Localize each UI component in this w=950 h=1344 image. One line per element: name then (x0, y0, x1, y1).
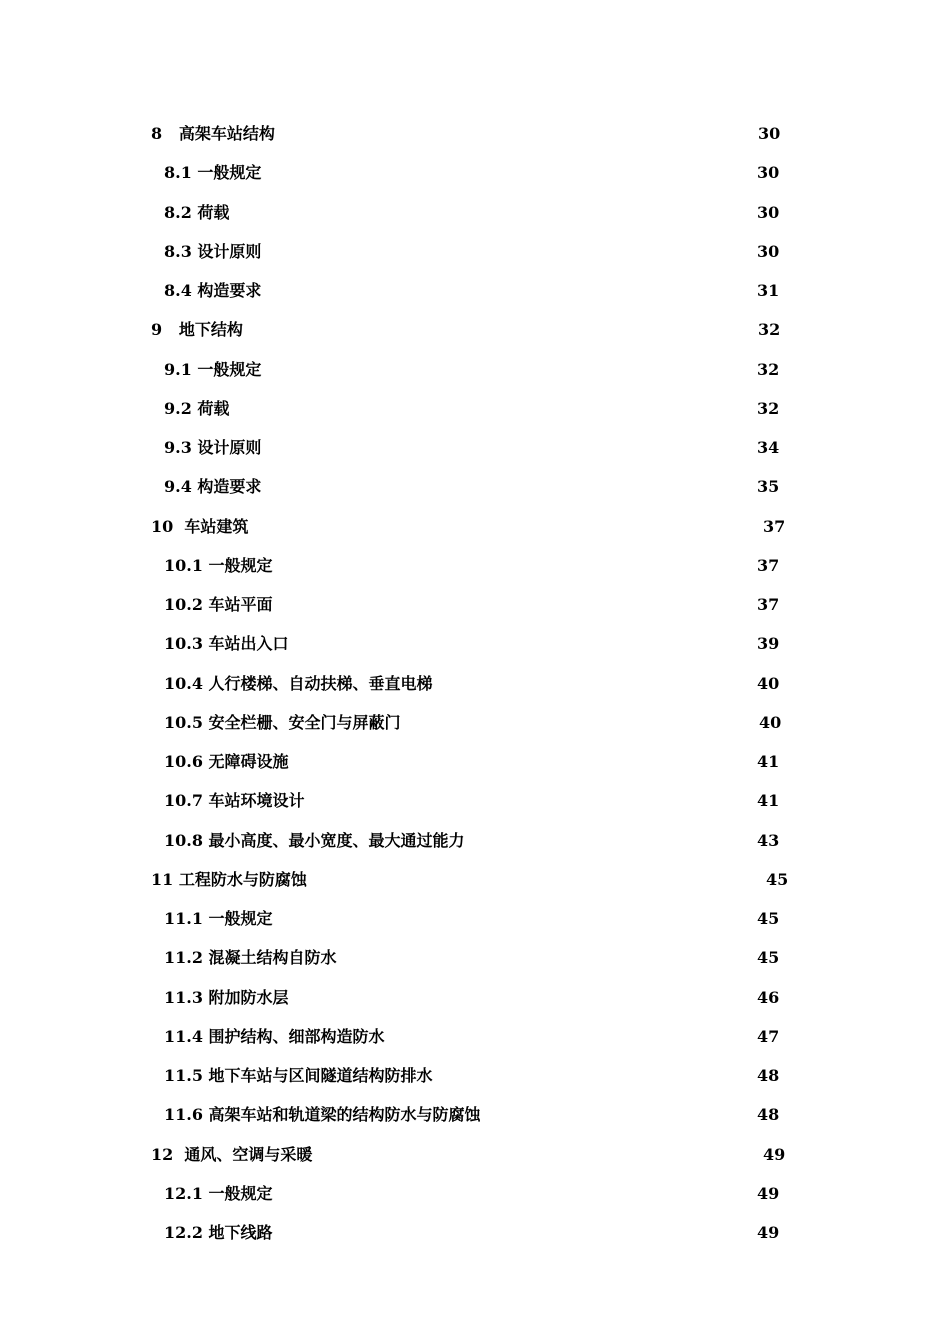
toc-entry-page-number: 46 (757, 988, 780, 1007)
toc-entry-page-number: 47 (757, 1027, 780, 1046)
toc-entry-title: 10.6 无障碍设施 (164, 752, 289, 771)
toc-chapter-entry (0, 515, 950, 539)
toc-entry-title: 12 通风、空调与采暖 (151, 1145, 313, 1164)
toc-entry-page-number: 45 (757, 909, 780, 928)
toc-entry-page-number: 40 (757, 674, 780, 693)
toc-entry-page-number: 32 (757, 399, 780, 418)
toc-section-entry (0, 907, 950, 931)
toc-entry-title: 11.6 高架车站和轨道梁的结构防水与防腐蚀 (164, 1105, 481, 1124)
toc-entry-title: 10.4 人行楼梯、自动扶梯、垂直电梯 (164, 674, 433, 693)
toc-section-entry (0, 475, 950, 499)
toc-entry-title: 10.5 安全栏栅、安全门与屏蔽门 (164, 713, 401, 732)
toc-section-entry (0, 161, 950, 185)
toc-section-entry (0, 1221, 950, 1245)
toc-chapter-entry (0, 318, 950, 342)
toc-entry-title: 11.3 附加防水层 (164, 988, 289, 1007)
toc-entry-page-number: 30 (757, 242, 780, 261)
toc-entry-page-number: 48 (757, 1066, 780, 1085)
toc-section-entry (0, 632, 950, 656)
toc-entry-title: 9 地下结构 (151, 320, 243, 339)
toc-section-entry (0, 1182, 950, 1206)
toc-entry-title: 10.1 一般规定 (164, 556, 273, 575)
toc-entry-title: 11.4 围护结构、细部构造防水 (164, 1027, 385, 1046)
toc-entry-page-number: 49 (757, 1223, 780, 1242)
toc-section-entry (0, 201, 950, 225)
toc-section-entry (0, 240, 950, 264)
toc-entry-title: 10 车站建筑 (151, 517, 249, 536)
toc-section-entry (0, 436, 950, 460)
toc-section-entry (0, 1103, 950, 1127)
toc-entry-title: 8.4 构造要求 (164, 281, 262, 300)
toc-entry-page-number: 30 (758, 124, 781, 143)
toc-entry-title: 11.2 混凝土结构自防水 (164, 948, 337, 967)
toc-entry-page-number: 37 (757, 556, 780, 575)
toc-entry-page-number: 32 (757, 360, 780, 379)
toc-section-entry (0, 829, 950, 853)
toc-entry-page-number: 37 (757, 595, 780, 614)
toc-entry-title: 9.1 一般规定 (164, 360, 262, 379)
toc-entry-page-number: 30 (757, 203, 780, 222)
toc-entry-title: 8.3 设计原则 (164, 242, 262, 261)
toc-entry-title: 8.1 一般规定 (164, 163, 262, 182)
toc-entry-title: 8 高架车站结构 (151, 124, 275, 143)
toc-entry-page-number: 41 (757, 752, 780, 771)
toc-section-entry (0, 946, 950, 970)
toc-section-entry (0, 986, 950, 1010)
toc-entry-title: 8.2 荷载 (164, 203, 230, 222)
toc-chapter-entry (0, 868, 950, 892)
toc-entry-page-number: 39 (757, 634, 780, 653)
toc-entry-page-number: 49 (757, 1184, 780, 1203)
toc-entry-page-number: 32 (758, 320, 781, 339)
toc-section-entry (0, 593, 950, 617)
toc-section-entry (0, 554, 950, 578)
toc-section-entry (0, 672, 950, 696)
toc-entry-page-number: 31 (757, 281, 780, 300)
toc-section-entry (0, 789, 950, 813)
toc-section-entry (0, 711, 950, 735)
toc-entry-page-number: 45 (757, 948, 780, 967)
toc-section-entry (0, 397, 950, 421)
toc-entry-title: 9.2 荷载 (164, 399, 230, 418)
toc-entry-title: 11.5 地下车站与区间隧道结构防排水 (164, 1066, 433, 1085)
toc-entry-title: 9.4 构造要求 (164, 477, 262, 496)
toc-entry-title: 9.3 设计原则 (164, 438, 262, 457)
toc-section-entry (0, 279, 950, 303)
toc-entry-title: 10.7 车站环境设计 (164, 791, 305, 810)
toc-entry-page-number: 35 (757, 477, 780, 496)
toc-section-entry (0, 1064, 950, 1088)
toc-entry-title: 10.3 车站出入口 (164, 634, 289, 653)
toc-entry-page-number: 34 (757, 438, 780, 457)
toc-chapter-entry (0, 122, 950, 146)
toc-section-entry (0, 750, 950, 774)
toc-entry-title: 10.2 车站平面 (164, 595, 273, 614)
toc-section-entry (0, 358, 950, 382)
toc-entry-page-number: 49 (763, 1145, 786, 1164)
toc-chapter-entry (0, 1143, 950, 1167)
toc-entry-page-number: 43 (757, 831, 780, 850)
toc-entry-page-number: 40 (759, 713, 782, 732)
toc-entry-title: 10.8 最小高度、最小宽度、最大通过能力 (164, 831, 465, 850)
toc-section-entry (0, 1025, 950, 1049)
toc-entry-page-number: 41 (757, 791, 780, 810)
toc-entry-page-number: 37 (763, 517, 786, 536)
toc-entry-page-number: 45 (766, 870, 789, 889)
toc-entry-title: 12.2 地下线路 (164, 1223, 273, 1242)
toc-entry-page-number: 48 (757, 1105, 780, 1124)
toc-entry-page-number: 30 (757, 163, 780, 182)
toc-entry-title: 11.1 一般规定 (164, 909, 273, 928)
toc-entry-title: 12.1 一般规定 (164, 1184, 273, 1203)
toc-entry-title: 11 工程防水与防腐蚀 (151, 870, 307, 889)
